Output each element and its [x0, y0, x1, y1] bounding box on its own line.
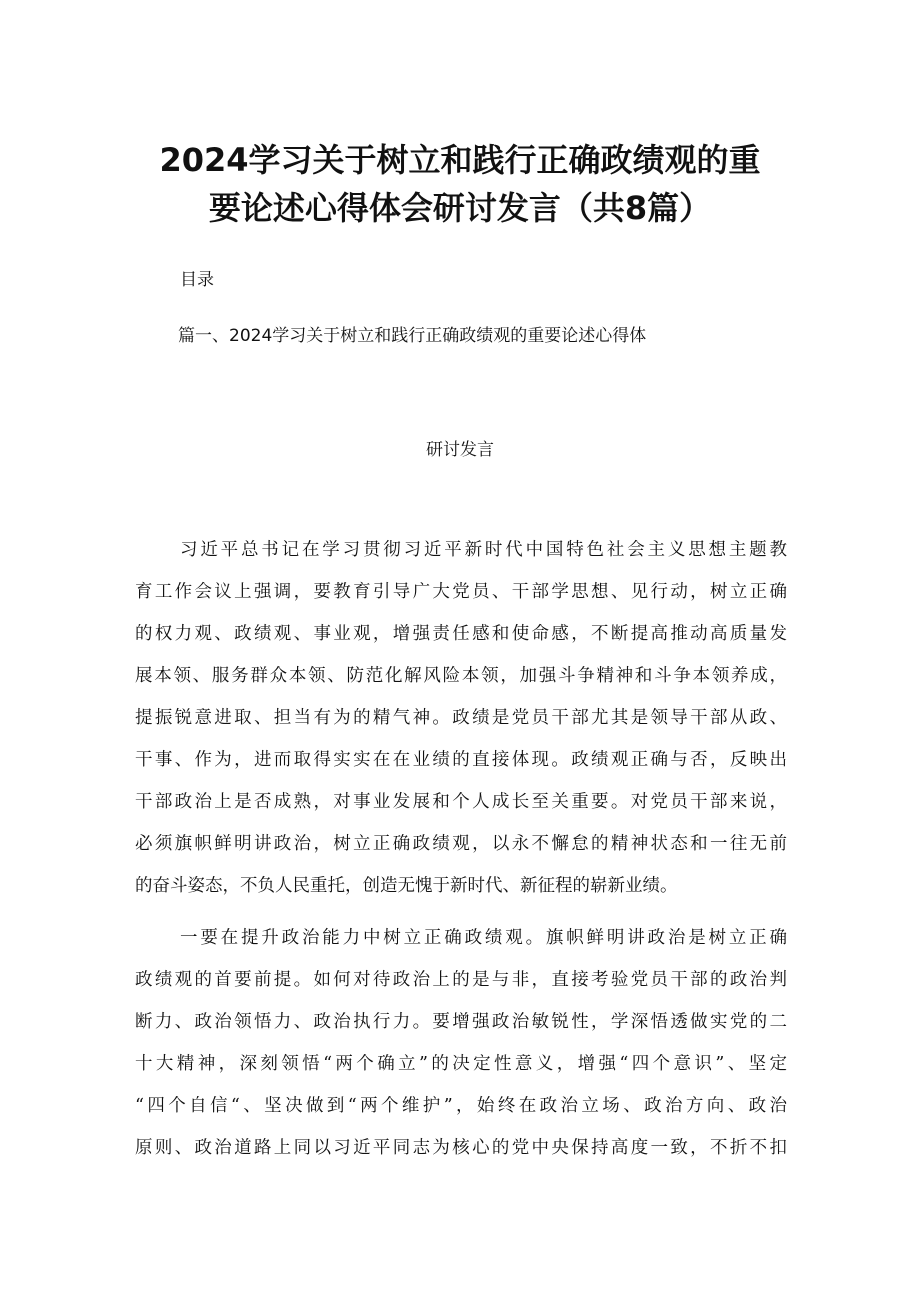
- paragraph-line: “四个自信“、坚决做到“两个维护”，始终在政治立场、政治方向、政治: [135, 1096, 787, 1116]
- paragraph-line: 必须旗帜鲜明讲政治，树立正确政绩观，以永不懈怠的精神状态和一往无前: [135, 834, 787, 854]
- paragraph-line: 的奋斗姿态，不负人民重托，创造无愧于新时代、新征程的崭新业绩。: [135, 876, 678, 896]
- paragraph-line: 干部政治上是否成熟，对事业发展和个人成长至关重要。对党员干部来说，: [135, 792, 787, 812]
- toc-label: 目录: [180, 270, 214, 290]
- toc-item: 篇一、2024学习关于树立和践行正确政绩观的重要论述心得体: [178, 326, 647, 346]
- paragraph-line: 的权力观、政绩观、事业观，增强责任感和使命感，不断提高推动高质量发: [135, 624, 787, 644]
- document-title-line-2: 要论述心得体会研讨发言（共8篇）: [208, 189, 712, 227]
- paragraph-line: 政绩观的首要前提。如何对待政治上的是与非，直接考验党员干部的政治判: [135, 970, 787, 990]
- paragraph-line: 展本领、服务群众本领、防范化解风险本领，加强斗争精神和斗争本领养成，: [135, 666, 787, 686]
- paragraph-line: 干事、作为，进而取得实实在在业绩的直接体现。政绩观正确与否，反映出: [135, 750, 787, 770]
- paragraph-line: 习近平总书记在学习贯彻习近平新时代中国特色社会主义思想主题教: [180, 540, 787, 560]
- paragraph-line: 育工作会议上强调，要教育引导广大党员、干部学思想、见行动，树立正确: [135, 582, 787, 602]
- paragraph-line: 原则、政治道路上同以习近平同志为核心的党中央保持高度一致，不折不扣: [135, 1138, 787, 1158]
- section-subheading: 研讨发言: [426, 440, 494, 460]
- paragraph-line: 断力、政治领悟力、政治执行力。要增强政治敏锐性，学深悟透做实党的二: [135, 1012, 787, 1032]
- paragraph-line: 一要在提升政治能力中树立正确政绩观。旗帜鲜明讲政治是树立正确: [180, 928, 787, 948]
- document-title-line-1: 2024学习关于树立和践行正确政绩观的重: [159, 141, 761, 179]
- paragraph-line: 十大精神，深刻领悟“两个确立”的决定性意义，增强“四个意识”、坚定: [135, 1054, 787, 1074]
- paragraph-line: 提振锐意进取、担当有为的精气神。政绩是党员干部尤其是领导干部从政、: [135, 708, 787, 728]
